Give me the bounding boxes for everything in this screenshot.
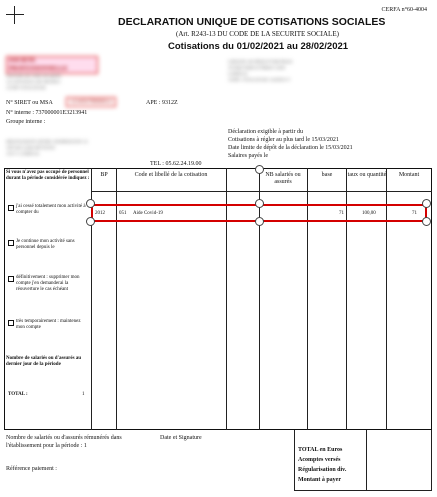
row-base: 71 bbox=[339, 211, 344, 216]
employer-line2: 123 AVENUE DE MURET bbox=[6, 80, 62, 85]
siret-value: 12345678900012 bbox=[66, 97, 116, 107]
crosshair-icon bbox=[6, 6, 24, 24]
due-line1: Déclaration exigible à partir du bbox=[228, 129, 303, 135]
urssaf-line4: 31681 TOULOUSE CEDEX 9 bbox=[228, 78, 290, 83]
footer-divider bbox=[294, 430, 295, 490]
resize-handle[interactable] bbox=[86, 217, 95, 226]
footer-bottom bbox=[294, 490, 432, 491]
internal-number: N° interne : 737000001E3213941 bbox=[6, 110, 88, 116]
internal-group: Groupe interne : bbox=[6, 119, 46, 125]
resize-handle[interactable] bbox=[422, 217, 431, 226]
option4-checkbox[interactable] bbox=[8, 320, 14, 326]
header-divider bbox=[91, 191, 432, 192]
row-code: 051 bbox=[119, 211, 127, 216]
rotate-handle[interactable] bbox=[255, 165, 264, 174]
row-montant: 71 bbox=[412, 211, 417, 216]
sender-line2: 190 rue Louis BP 81416 bbox=[6, 146, 55, 151]
col-header-taux: taux ou quantité bbox=[347, 172, 387, 178]
cerfa-number: CERFA n°60-4004 bbox=[381, 7, 427, 13]
col-header-base: base bbox=[321, 172, 333, 178]
due-block bbox=[228, 128, 353, 160]
option3-checkbox[interactable] bbox=[8, 276, 14, 282]
ape-code: APE : 9312Z bbox=[146, 100, 178, 106]
employer-name: SOCIETE PROFESSIONNELLE bbox=[6, 56, 98, 74]
footer-employees: Nombre de salariés ou d'assurés rémunérés dans l'établissement pour la période : 1 bbox=[6, 435, 122, 449]
employer-line3: 31300 TOULOUSE bbox=[6, 86, 46, 91]
sender-tel: TEL : 05.62.24.19.00 bbox=[150, 161, 202, 167]
total-value: 1 bbox=[82, 392, 85, 397]
resize-handle[interactable] bbox=[255, 217, 264, 226]
footer-regularisation: Régularisation div. bbox=[298, 467, 347, 473]
urssaf-block bbox=[228, 60, 338, 84]
employee-count-label: Nombre de salariés ou d'assurés au dernier jour de la période bbox=[6, 356, 82, 367]
urssaf-line1: URSSAF de MIDI-PYRENEES bbox=[228, 60, 293, 65]
option4-label: très temporairement : maintenez mon compte bbox=[16, 319, 81, 330]
resize-handle[interactable] bbox=[422, 199, 431, 208]
period-title: Cotisations du 01/02/2021 au 28/02/2021 bbox=[168, 41, 349, 52]
urssaf-line2: 10 Rue Paule et Marie Curie bbox=[228, 66, 286, 71]
option2-label: Je continue mon activité sans personnel depuis le bbox=[16, 239, 75, 250]
left-panel bbox=[6, 170, 90, 182]
footer-divider bbox=[431, 430, 432, 490]
row-label: Aide Covid-19 bbox=[133, 211, 163, 216]
col-header-code: Code et libellé de la cotisation bbox=[134, 172, 208, 178]
sender-line1: PROFESSION SPORT ANIMATION 31 bbox=[6, 140, 88, 145]
footer-total: TOTAL en Euros bbox=[298, 447, 343, 453]
resize-handle[interactable] bbox=[86, 199, 95, 208]
row-taux: 100,00 bbox=[362, 211, 376, 216]
total-label: TOTAL : bbox=[8, 392, 28, 397]
footer-acomptes: Acomptes versés bbox=[298, 457, 341, 463]
due-line3: Date limite de dépôt de la déclaration le 15/03/2021 bbox=[228, 145, 353, 151]
footer-reference: Référence paiement : bbox=[6, 466, 57, 472]
col-header-bp: BP bbox=[100, 172, 108, 178]
option1-checkbox[interactable] bbox=[8, 205, 14, 211]
employer-line1: Activités de clubs de sports bbox=[6, 74, 61, 79]
siret-label: N° SIRET ou MSA bbox=[6, 100, 53, 106]
resize-handle[interactable] bbox=[255, 199, 264, 208]
footer-signature: Date et Signature bbox=[160, 435, 202, 441]
option3-label: définitivement : supprimer mon compte j'en demanderai la réouverture le cas échéant bbox=[16, 275, 80, 292]
col-header-montant: Montant bbox=[398, 172, 420, 178]
footer-montant-payer: Montant à payer bbox=[298, 477, 341, 483]
footer-divider bbox=[366, 430, 367, 490]
col-header-nb: NB salariés ou assurés bbox=[265, 172, 301, 185]
option2-checkbox[interactable] bbox=[8, 240, 14, 246]
urssaf-line3: LABEGE bbox=[228, 72, 248, 77]
left-intro: Si vous n'avez pas occupé de personnel durant la période considérée indiquez : bbox=[6, 170, 90, 181]
due-line4: Salaires payés le bbox=[228, 153, 268, 159]
sender-block bbox=[6, 140, 116, 158]
employer-block bbox=[6, 56, 98, 92]
form-title: DECLARATION UNIQUE DE COTISATIONS SOCIALES bbox=[118, 16, 386, 28]
form-subtitle: (Art. R243-13 DU CODE DE LA SECURITE SOCIALE) bbox=[176, 30, 339, 38]
sender-line3: 31471 LABEGE bbox=[6, 152, 40, 157]
row-year: 2012 bbox=[95, 211, 105, 216]
due-line2: Cotisations à régler au plus tard le 15/03/2021 bbox=[228, 137, 339, 143]
option1-label: j'ai cessé totalement mon activité à compter du bbox=[16, 204, 86, 215]
